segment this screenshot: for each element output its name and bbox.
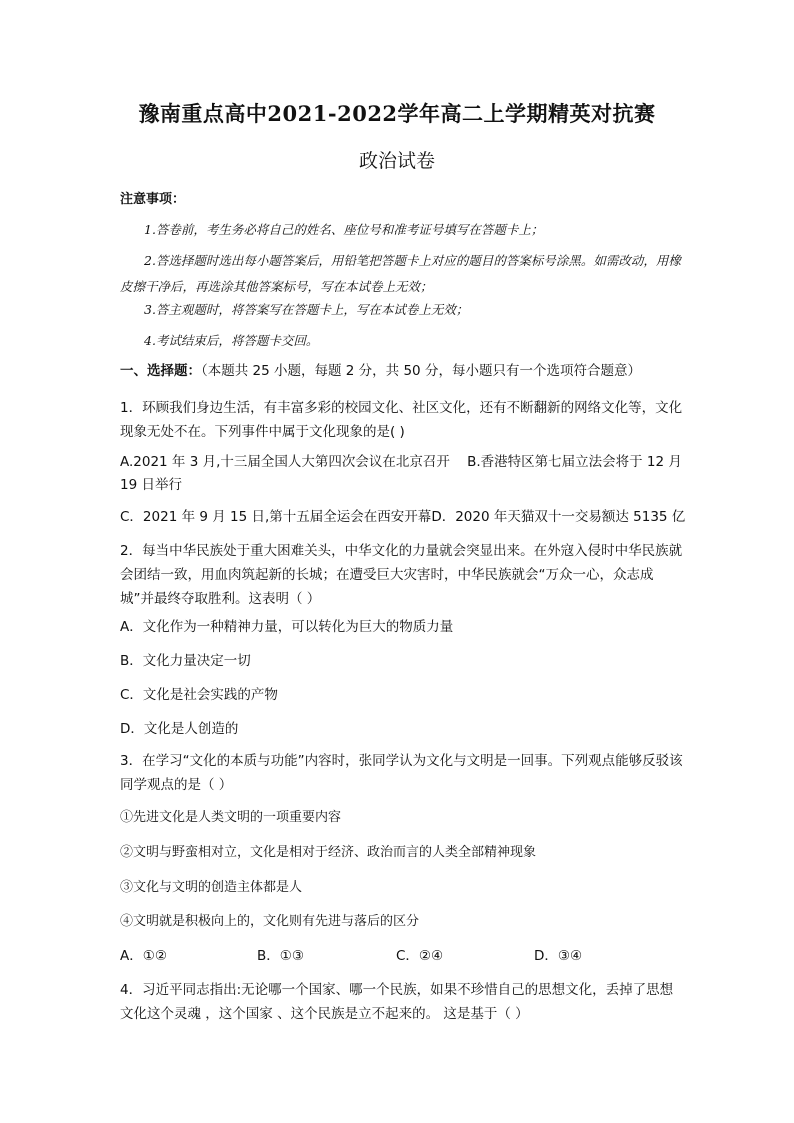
question-1-option-b: B.香港特区第七届立法会将于 12 月 19 日举行 [120,454,682,493]
question-2-option-b: B．文化力量决定一切 [120,653,251,669]
question-1-option-a: A.2021 年 3 月,十三届全国人大第四次会议在北京召开 [120,454,450,470]
question-1-option-c: C．2021 年 9 月 15 日,第十五届全运会在西安开幕 [120,509,432,525]
question-2-stem: 2．每当中华民族处于重大困难关头，中华文化的力量就会突显出来。在外寇入侵时中华民族就会团结一致，用血肉筑起新的长城；在遭受巨大灾害时，中华民族就会“万众一心，众志成城”并最终夺取胜利。这表明（ ） [120,543,683,607]
note-item-2: 2.答选择题时选出每小题答案后，用铅笔把答题卡上对应的题目的答案标号涂黑。如需改动，用橡皮擦干净后，再选涂其他答案标号，写在本试卷上无效； [120,253,681,294]
question-3-option-b: B．①③ [257,948,304,964]
question-3-option-a: A．①② [120,948,167,964]
question-3-statement-4: ④文明就是积极向上的，文化则有先进与落后的区分 [120,914,420,929]
note-item-4: 4.考试结束后，将答题卡交回。 [144,333,319,348]
question-1-options-ab [120,451,686,497]
question-1-stem: 1．环顾我们身边生活，有丰富多彩的校园文化、社区文化，还有不断翻新的网络文化等，文化现象无处不在。下列事件中属于文化现象的是( ) [120,400,683,440]
question-4-stem: 4．习近平同志指出:无论哪一个国家、哪一个民族，如果不珍惜自己的思想文化，丢掉了思想文化这个灵魂 ，这个国家 、这个民族是立不起来的。 这是基于（ ） [120,982,674,1022]
note-item-1: 1.答卷前，考生务必将自己的姓名、座位号和准考证号填写在答题卡上； [144,222,544,237]
exam-title: 豫南重点高中2021-2022学年高二上学期精英对抗赛 [138,101,656,126]
question-1-option-d: D．2020 年天猫双十一交易额达 5135 亿 [431,509,686,525]
question-2-option-d: D．文化是人创造的 [120,721,239,737]
question-2-option-c: C．文化是社会实践的产物 [120,687,278,703]
exam-subtitle: 政治试卷 [358,150,435,172]
question-2-option-a: A．文化作为一种精神力量，可以转化为巨大的物质力量 [120,619,454,635]
section-heading [120,360,686,383]
question-3-statement-2: ②文明与野蛮相对立，文化是相对于经济、政治而言的人类全部精神现象 [120,845,537,860]
question-3-statement-1: ①先进文化是人类文明的一项重要内容 [120,810,342,825]
section-label: 一、选择题： [120,363,201,379]
notes-heading: 注意事项： [120,192,186,207]
question-3-statement-3: ③文化与文明的创造主体都是人 [120,880,303,895]
note-item-3: 3.答主观题时，将答案写在答题卡上，写在本试卷上无效； [144,302,469,317]
question-3-option-c: C．②④ [396,948,444,964]
question-3-stem: 3．在学习“文化的本质与功能”内容时，张同学认为文化与文明是一回事。下列观点能够反驳该同学观点的是（ ） [120,753,683,793]
question-1-options-cd [120,506,685,529]
section-description: （本题共 25 小题，每题 2 分，共 50 分，每小题只有一个选项符合题意） [201,363,641,379]
question-3-option-d: D．③④ [534,948,583,964]
